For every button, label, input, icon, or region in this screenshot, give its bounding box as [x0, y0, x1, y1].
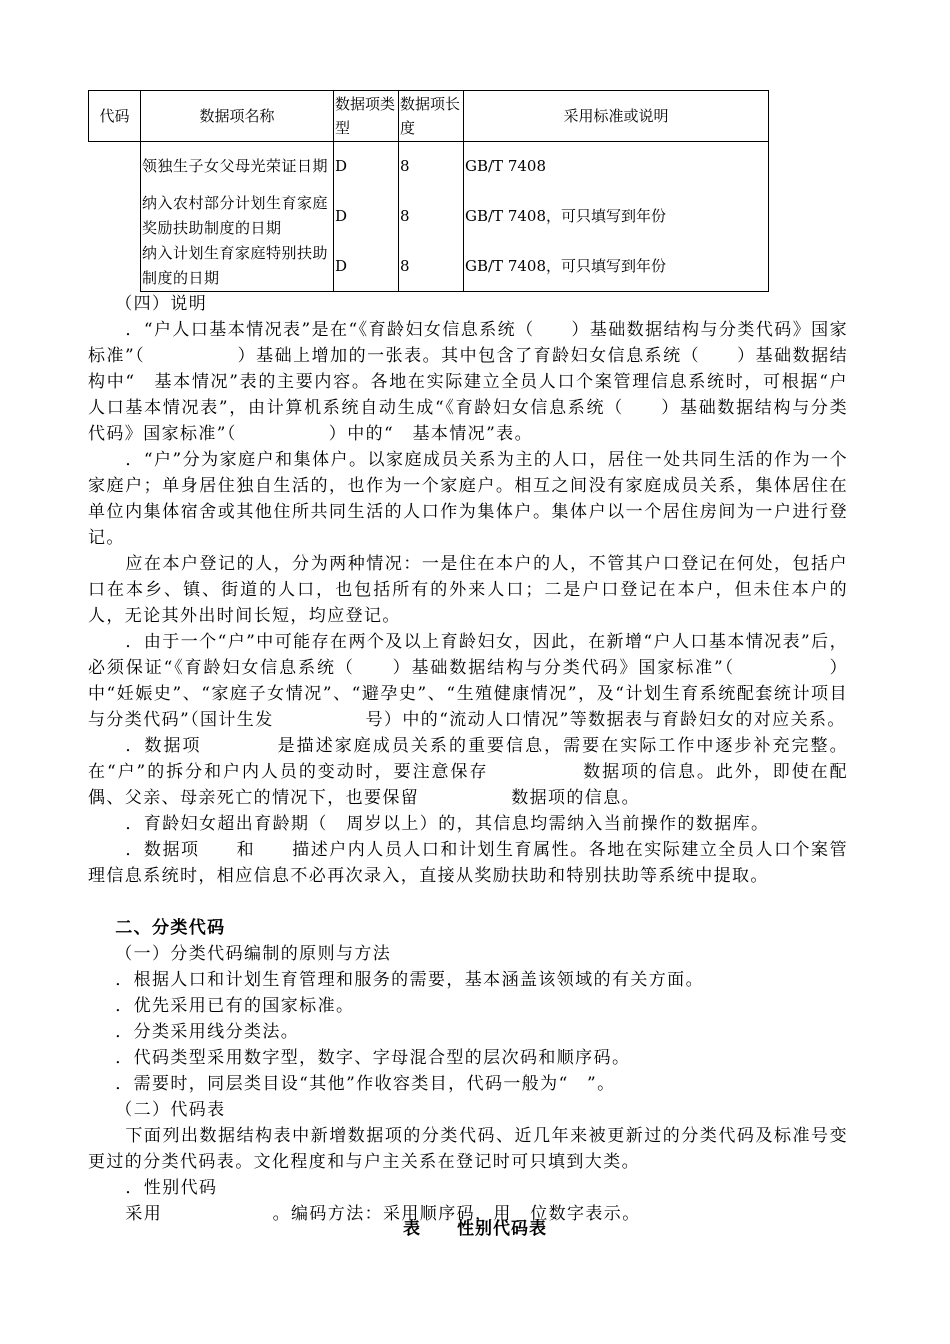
header-type: 数据项类型 [334, 91, 399, 142]
cell-length: 8 [399, 241, 464, 292]
principle-item: ．需要时，同层类目设“其他”作收容类目，代码一般为“ ”。 [115, 1074, 616, 1094]
notes-section [88, 291, 848, 1227]
code-table-intro: 下面列出数据结构表中新增数据项的分类代码、近几年来被更新过的分类代码及标准号变更过的分类代码表。文化程度和与户主关系在登记时可只填到大类。 [88, 1126, 848, 1172]
note-paragraph-4: ．由于一个“户”中可能存在两个及以上育龄妇女，因此，在新增“户人口基本情况表”后，必须保证“《育龄妇女信息系统（ ）基础数据结构与分类代码》国家标准”（ ）中“妊娠史”、“家庭子女情况”、“避孕史”、“生殖健康情况”，及“计划生育系统配套统计项目与分类代码”（国计生发 号）中的“流动人口情况”等数据表与育龄妇女的对应关系。 [88, 632, 848, 730]
cell-name: 纳入农村部分计划生育家庭奖励扶助制度的日期 [141, 191, 334, 241]
principle-item: ．优先采用已有的国家标准。 [115, 996, 355, 1016]
principle-item: ．代码类型采用数字型，数字、字母混合型的层次码和顺序码。 [115, 1048, 631, 1068]
note-paragraph-2: ．“户”分为家庭户和集体户。以家庭成员关系为主的人口，居住一处共同生活的作为一个家庭户；单身居住独自生活的，也作为一个家庭户。相互之间没有家庭成员关系，集体居住在单位内集体宿舍或其他住所共同生活的人口作为集体户。集体户以一个居住房间为一户进行登记。 [88, 450, 848, 548]
table-header-row [89, 91, 769, 142]
principle-item: ．分类采用线分类法。 [115, 1022, 300, 1042]
cell-standard: GB/T 7408，可只填写到年份 [464, 191, 769, 241]
table-row [89, 241, 769, 292]
header-name: 数据项名称 [141, 91, 334, 142]
cell-code [89, 241, 141, 292]
gender-code-text: 采用 。编码方法：采用顺序码，用 位数字表示。 [125, 1204, 641, 1224]
table-caption: 表 性别代码表 [403, 1219, 547, 1239]
cell-type: D [334, 142, 399, 192]
header-length: 数据项长度 [399, 91, 464, 142]
note-paragraph-7: ．数据项 和 描述户内人员人口和计划生育属性。各地在实际建立全员人口个案管理信息系统时，相应信息不必再次录入，直接从奖励扶助和特别扶助等系统中提取。 [88, 840, 848, 886]
principle-item: ．根据人口和计划生育管理和服务的需要，基本涵盖该领域的有关方面。 [115, 970, 704, 990]
subheading-principles: （一）分类代码编制的原则与方法 [115, 944, 392, 964]
table-row [89, 142, 769, 192]
header-standard: 采用标准或说明 [464, 91, 769, 142]
cell-length: 8 [399, 142, 464, 192]
table-row [89, 191, 769, 241]
header-code: 代码 [89, 91, 141, 142]
cell-type: D [334, 191, 399, 241]
cell-standard: GB/T 7408，可只填写到年份 [464, 241, 769, 292]
subheading-code-table: （二）代码表 [115, 1100, 226, 1120]
note-paragraph-1: ．“户人口基本情况表”是在“《育龄妇女信息系统（ ）基础数据结构与分类代码》国家标准”（ ）基础上增加的一张表。其中包含了育龄妇女信息系统（ ）基础数据结构中“ 基本情况”表的主要内容。各地在实际建立全员人口个案管理信息系统时，可根据“户人口基本情况表”，由计算机系统自动生成“《育龄妇女信息系统（ ）基础数据结构与分类代码》国家标准”（ ）中的“ 基本情况”表。 [88, 320, 848, 444]
section-heading-notes: （四）说明 [115, 294, 208, 314]
cell-name: 领独生子女父母光荣证日期 [141, 142, 334, 192]
cell-code [89, 191, 141, 241]
cell-type: D [334, 241, 399, 292]
note-paragraph-5: ．数据项 是描述家庭成员关系的重要信息，需要在实际工作中逐步补充完整。在“户”的拆分和户内人员的变动时，要注意保存 数据项的信息。此外，即使在配偶、父亲、母亲死亡的情况下，也要保留 数据项的信息。 [88, 736, 848, 808]
cell-code [89, 142, 141, 192]
note-paragraph-6: ．育龄妇女超出育龄期（ 周岁以上）的，其信息均需纳入当前操作的数据库。 [125, 814, 770, 834]
cell-standard: GB/T 7408 [464, 142, 769, 192]
note-paragraph-3: 应在本户登记的人，分为两种情况：一是住在本户的人，不管其户口登记在何处，包括户口在本乡、镇、街道的人口，也包括所有的外来人口；二是户口登记在本户，但未住本户的人，无论其外出时间长短，均应登记。 [88, 554, 848, 626]
cell-length: 8 [399, 191, 464, 241]
data-item-table [88, 90, 769, 292]
gender-code-item: ．性别代码 [125, 1178, 218, 1198]
cell-name: 纳入计划生育家庭特别扶助制度的日期 [141, 241, 334, 292]
section-heading-classification: 二、分类代码 [115, 918, 226, 938]
